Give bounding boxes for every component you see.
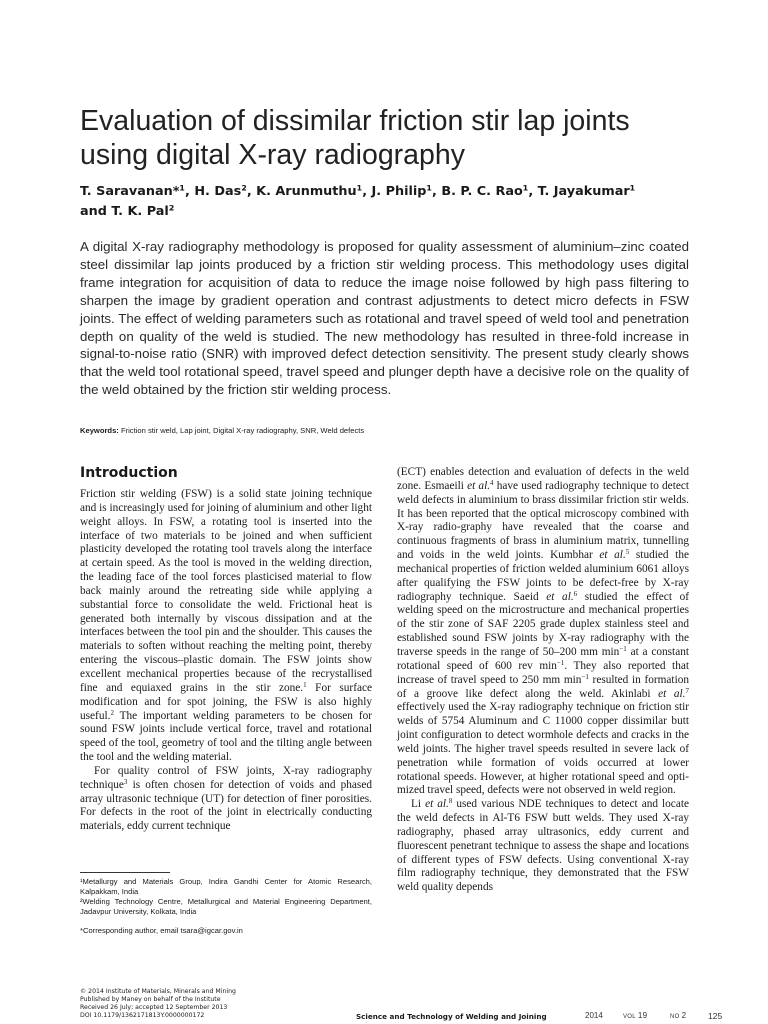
publication-info [80,988,340,1020]
left-column [80,488,372,834]
affiliation-footnotes [80,877,372,936]
footnote-divider [80,872,170,873]
body-paragraph: (ECT) enables detection and evaluation of defects in the weld zone. Esmaeili et al.$^4$ have used radiography technique to detect weld defects in aluminium to brass dissimilar friction stir welds. It has been reported that the optical microscopy combined with X-ray radio-graphy have revealed that the coarse and continuous fragments of brass in aluminium matrix, tunnelling and voids in the weld joints. Kumbhar et al.$^5$ studied the mechanical properties of friction welded aluminium 6061 alloys after qualifying the FSW joints to be defect-free by X-ray radiography technique. Saeid et al.$^6$ studied the effect of welding speed on the microstructure and mechanical properties of the stir zone of SAF 2205 grade duplex stainless steel and established sound FSW joints by X-ray radiography with the traverse speeds in the range of 50–200 mm $\min^{-1}$ at a constant rotational speed of 600 rev $\min^{-1}$. They also reported that increase of travel speed to 250 mm $\min^{-1}$ resulted in formation of a groove like defect along the weld. Akinlabi et al.$^7$ effectively used the X-ray radiography technique on friction stir welds of 5754 Aluminum and C 11000 copper dissimilar butt joint configuration to detect wormhole defects and cracks in the weld joints. The higher travel speeds resulted in severe lack of penetration while formation of voids occurred at lower rotational speeds. However, at higher rotational speed and opti-mized travel speed, defects were not observed in weld region. [397,466,690,797]
right-column [397,466,689,895]
received-line: Received 26 July; accepted 12 September 2013 [80,1003,228,1011]
reference-marker: 2 [110,708,114,717]
body-paragraph: Li et al.$^8$ used various NDE techniques to detect and locate the weld defects in Al-T6 FSW butt welds. They used X-ray radiography, phased array ultrasonics, eddy current and fluorescent penetrant technique to assess the shape and locations of different types of FSW defects. Using conventional X-ray film radiography technique, they demonstrated that the FSW weld quality depends [397,797,689,894]
footnote-affiliation-2: ²Welding Technology Centre, Metallurgical and Material Engineering Department, Jadavpur University, Kolkata, India [80,897,372,916]
keywords [80,426,689,436]
journal-issue: NO 2 [670,1011,687,1020]
reference-marker: 7 [685,686,690,695]
author-list [80,182,700,222]
footnote-affiliation-1: ¹Metallurgy and Materials Group, Indira Gandhi Center for Atomic Research, Kalpakkam, India [80,877,372,896]
journal-name: Science and Technology of Welding and Joining [356,1012,547,1021]
copyright-line: © 2014 Institute of Materials, Minerals and Mining [80,988,236,995]
reference-marker: 4 [490,478,494,487]
abstract: A digital X-ray radiography methodology is proposed for quality assessment of aluminium–zinc coated steel dissimilar lap joints produced by a friction stir welding process. This methodology uses digital frame integration for acquisition of data to reduce the image noise followed by high pass filtering to sharpen the image by gradient operation and contrast adjustments to detect micro defects in FSW joints. The effect of welding parameters such as rotational and travel speed of weld tool and penetration depth on quality of the weld is studied. The new methodology has resulted in three-fold increase in signal-to-noise ratio (SNR) with improved defect detection sensitivity. The present study clearly shows that the weld tool rotational speed, travel speed and plunger depth have a decisive role on the quality of the weld obtained by the friction stir welding process. [80,239,689,398]
section-heading-introduction: Introduction [80,465,178,481]
keywords-text: Friction stir weld, Lap joint, Digital X-ray radiography, SNR, Weld defects [120,426,365,435]
reference-marker: 8 [448,797,453,806]
page-number: 125 [708,1011,723,1021]
reference-marker: 3 [123,777,128,786]
author-line: T. Saravanan*¹, H. Das², K. Arunmuthu¹, J. Philip¹, B. P. C. Rao¹, T. Jayakumar¹ [80,184,636,199]
body-paragraph: For quality control of FSW joints, X-ray radiography technique$^3$ is often chosen for detection of voids and phased array ultrasonic technique (UT) for detection of finer porosities. For defects in the root of the joint in electrically conducting materials, eddy current technique [80,764,372,833]
unit-exponent: −1 [556,658,565,667]
author-line: and T. K. Pal² [80,204,175,219]
reference-marker: 5 [625,548,630,557]
doi-line: DOI 10.1179/1362171813Y.0000000172 [80,1011,205,1019]
paper-title: Evaluation of dissimilar friction stir lap joints using digital X-ray radiography [80,105,630,171]
unit-exponent: −1 [619,644,627,653]
journal-year: 2014 [585,1011,603,1020]
body-paragraph: Friction stir welding (FSW) is a solid state joining technique and is increasingly used for joining of aluminium and other light weight alloys. In FSW, a rotating tool is inserted into the interface of two materials to be joined and when sufficient plasticity developed the rotating tool travels along the interface at certain speed. As the tool is moved in the welding direction, the leading face of the tool forces plasticised material to flow back mainly around the retreating side while applying a substantial force to consolidate the weld. Frictional heat is generated both internally by viscous dissipation and at the interfaces between the tool pin and the shoulder. This causes the materials to soften without reaching the melting point, thereby entering the viscous–plastic domain. The FSW joints show excellent mechanical properties because of the recrystallised fine and equiaxed grains in the stir zone.$^1$ For surface modification and for spot joining, the FSW is also highly useful.$^2$ The important welding parameters to be chosen for sound FSW joints include vertical force, travel and rotational speed of the tool, geometry of tool and the tilting angle between the tool and the welding material. [80,488,373,764]
journal-volume: VOL 19 [623,1011,648,1020]
keywords-label: Keywords: [80,426,119,435]
unit-exponent: −1 [581,672,589,681]
publisher-line: Published by Maney on behalf of the Institute [80,995,221,1003]
reference-marker: 6 [573,589,578,598]
corresponding-author-note: *Corresponding author, email tsara@igcar.gov.in [80,926,243,935]
reference-marker: 1 [303,680,307,689]
